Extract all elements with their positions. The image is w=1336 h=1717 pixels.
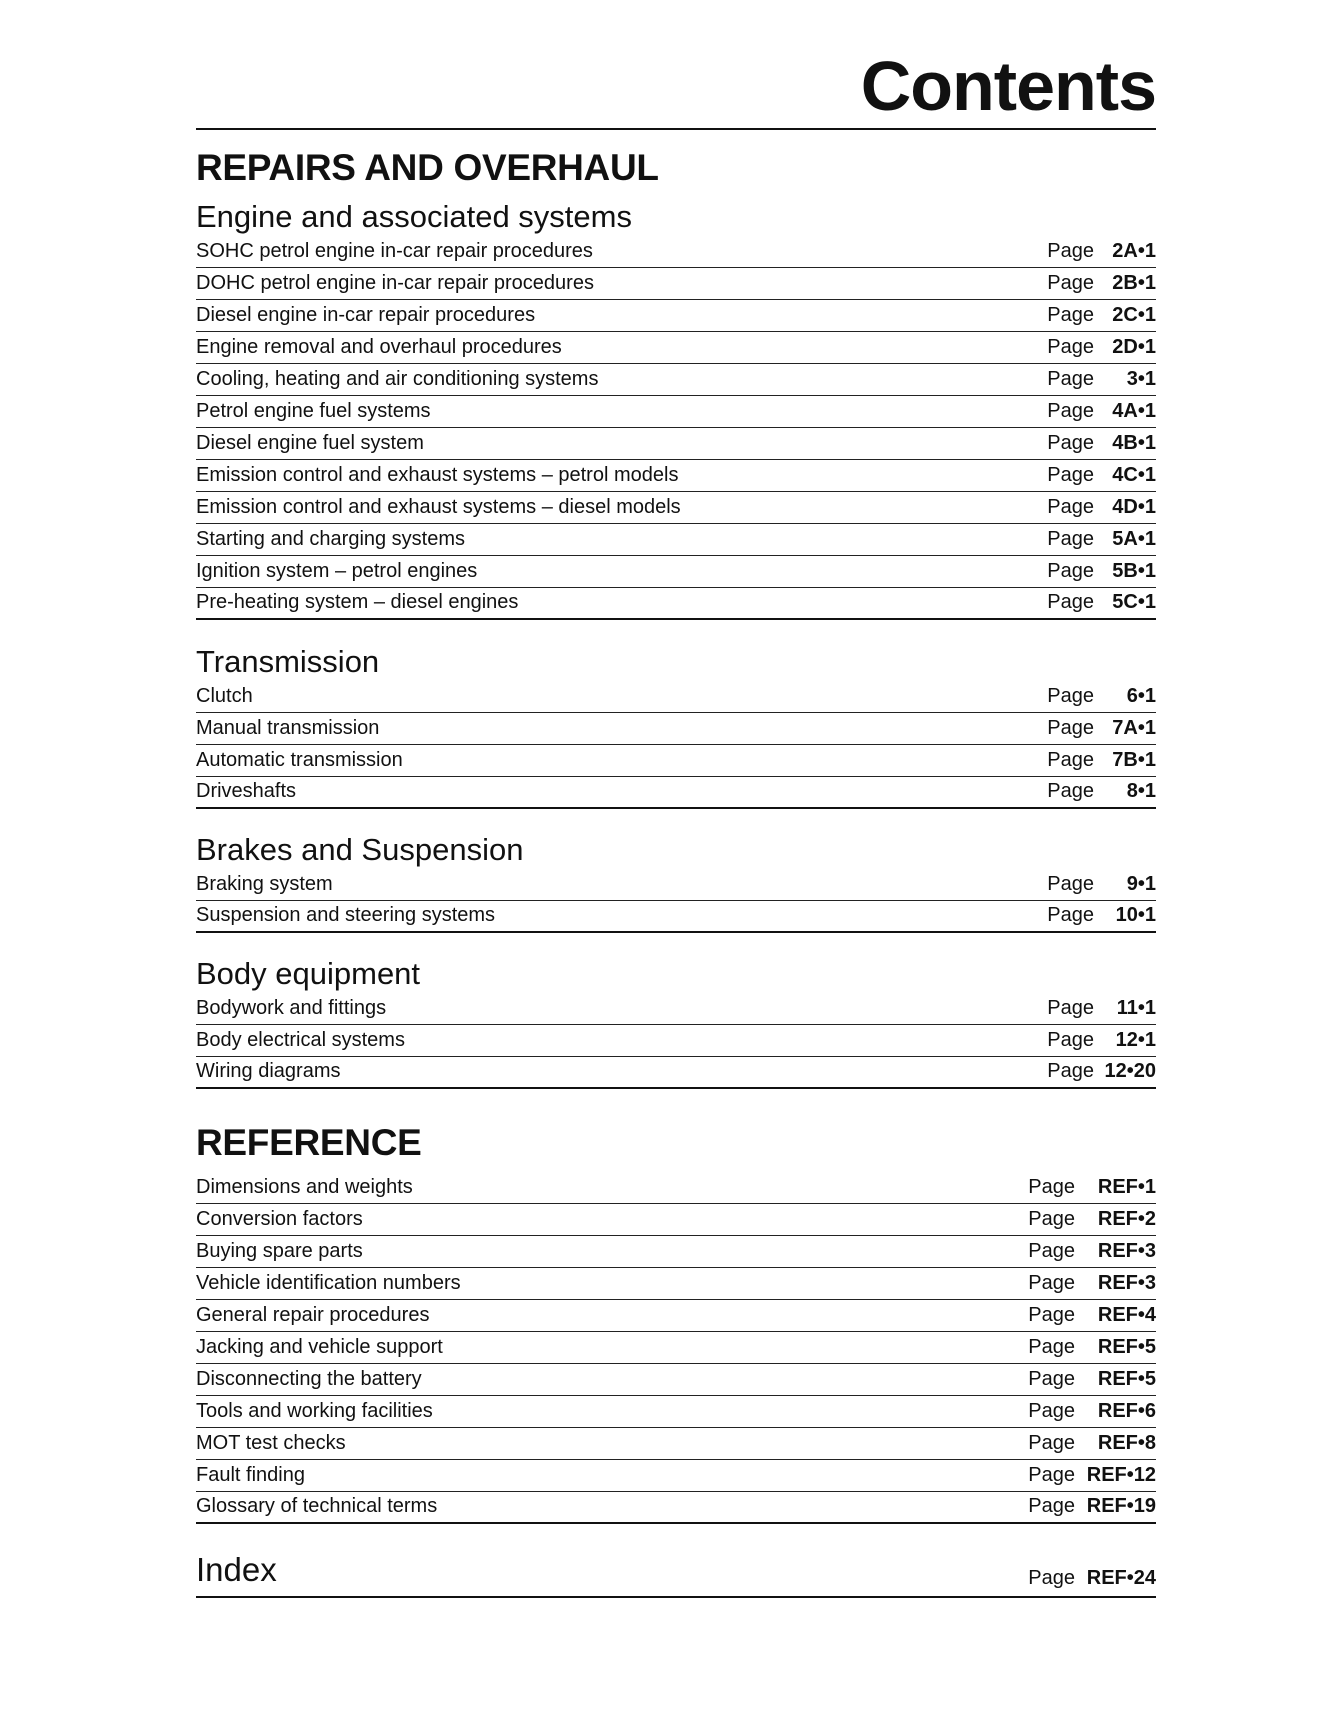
group-heading-transmission: Transmission bbox=[196, 644, 380, 679]
toc-entry-label: Glossary of technical terms bbox=[196, 1495, 438, 1517]
page-word: Page bbox=[1028, 1240, 1075, 1262]
page-word: Page bbox=[1028, 1432, 1075, 1454]
page-number: 2B•1 bbox=[1112, 272, 1156, 294]
toc-entry-label: Suspension and steering systems bbox=[196, 904, 496, 926]
toc-entry-label: Ignition system – petrol engines bbox=[196, 560, 478, 582]
toc-row[interactable] bbox=[196, 396, 1156, 428]
toc-entry-label: General repair procedures bbox=[196, 1304, 430, 1326]
page-number: 9•1 bbox=[1126, 873, 1156, 895]
toc-entry-label: Pre-heating system – diesel engines bbox=[196, 591, 519, 613]
toc-entry-label: Conversion factors bbox=[196, 1208, 363, 1230]
page-number: 2A•1 bbox=[1112, 240, 1156, 262]
page-word: Page bbox=[1047, 997, 1094, 1019]
toc-row[interactable] bbox=[196, 1492, 1156, 1524]
toc-entry-label: Automatic transmission bbox=[196, 749, 403, 771]
page-word: Page bbox=[1047, 304, 1094, 326]
page-number: 7A•1 bbox=[1112, 717, 1156, 739]
toc-entry-label: Petrol engine fuel systems bbox=[196, 400, 431, 422]
page-word: Page bbox=[1047, 904, 1094, 926]
page-word: Page bbox=[1047, 272, 1094, 294]
toc-row[interactable] bbox=[196, 1332, 1156, 1364]
toc-row[interactable] bbox=[196, 1396, 1156, 1428]
toc-row[interactable] bbox=[196, 1236, 1156, 1268]
toc-row[interactable] bbox=[196, 300, 1156, 332]
toc-entry-label: Diesel engine fuel system bbox=[196, 432, 424, 454]
toc-entry-label: Emission control and exhaust systems – petrol models bbox=[196, 464, 679, 486]
page-word: Page bbox=[1047, 528, 1094, 550]
toc-row[interactable] bbox=[196, 1428, 1156, 1460]
page-number: 12•1 bbox=[1115, 1029, 1156, 1051]
toc-row[interactable] bbox=[196, 588, 1156, 620]
page-number: 11•1 bbox=[1116, 997, 1156, 1019]
page-word: Page bbox=[1047, 873, 1094, 895]
toc-row[interactable] bbox=[196, 332, 1156, 364]
toc-row[interactable] bbox=[196, 1268, 1156, 1300]
page-number: REF•24 bbox=[1086, 1567, 1156, 1589]
toc-entry-label: Bodywork and fittings bbox=[196, 997, 387, 1019]
toc-entry-label: Cooling, heating and air conditioning systems bbox=[196, 368, 599, 390]
group-heading-body: Body equipment bbox=[196, 956, 421, 991]
toc-entry-label: Jacking and vehicle support bbox=[196, 1336, 443, 1358]
toc-list-reference bbox=[196, 1172, 1156, 1524]
contents-page bbox=[196, 0, 1156, 1717]
page-title: Contents bbox=[860, 47, 1156, 125]
page-number: 4A•1 bbox=[1112, 400, 1156, 422]
toc-row[interactable] bbox=[196, 1300, 1156, 1332]
page-word: Page bbox=[1047, 432, 1094, 454]
toc-entry-label: Driveshafts bbox=[196, 780, 297, 802]
toc-row[interactable] bbox=[196, 681, 1156, 713]
part-heading-reference: REFERENCE bbox=[196, 1122, 422, 1163]
page-word: Page bbox=[1028, 1368, 1075, 1390]
page-number: 5B•1 bbox=[1112, 560, 1156, 582]
toc-row-index[interactable] bbox=[196, 1546, 1156, 1598]
toc-entry-label: Braking system bbox=[196, 873, 333, 895]
page-number: 4C•1 bbox=[1112, 464, 1156, 486]
page-word: Page bbox=[1047, 780, 1094, 802]
page-number: 10•1 bbox=[1115, 904, 1156, 926]
toc-entry-label: Vehicle identification numbers bbox=[196, 1272, 461, 1294]
toc-row[interactable] bbox=[196, 1460, 1156, 1492]
group-heading-brakes: Brakes and Suspension bbox=[196, 832, 524, 867]
page-word: Page bbox=[1047, 717, 1094, 739]
toc-row[interactable] bbox=[196, 993, 1156, 1025]
page-number: REF•12 bbox=[1086, 1464, 1156, 1486]
toc-entry-label: Starting and charging systems bbox=[196, 528, 466, 550]
toc-entry-label: Emission control and exhaust systems – diesel models bbox=[196, 496, 681, 518]
page-word: Page bbox=[1047, 560, 1094, 582]
page-number: REF•3 bbox=[1097, 1240, 1156, 1262]
toc-row[interactable] bbox=[196, 236, 1156, 268]
page-number: REF•2 bbox=[1097, 1208, 1156, 1230]
page-word: Page bbox=[1047, 240, 1094, 262]
toc-entry-label: Disconnecting the battery bbox=[196, 1368, 422, 1390]
page-word: Page bbox=[1028, 1464, 1075, 1486]
toc-row[interactable] bbox=[196, 268, 1156, 300]
toc-row[interactable] bbox=[196, 713, 1156, 745]
page-number: 5C•1 bbox=[1112, 591, 1156, 613]
toc-row[interactable] bbox=[196, 745, 1156, 777]
page-word: Page bbox=[1028, 1495, 1075, 1517]
toc-entry-label: Engine removal and overhaul procedures bbox=[196, 336, 562, 358]
page-word: Page bbox=[1047, 496, 1094, 518]
page-word: Page bbox=[1047, 368, 1094, 390]
page-word: Page bbox=[1047, 400, 1094, 422]
toc-row[interactable] bbox=[196, 492, 1156, 524]
page-word: Page bbox=[1047, 685, 1094, 707]
page-number: REF•1 bbox=[1097, 1176, 1156, 1198]
group-heading-engine: Engine and associated systems bbox=[196, 199, 632, 234]
page-number: REF•5 bbox=[1097, 1368, 1156, 1390]
toc-entry-label: SOHC petrol engine in-car repair procedures bbox=[196, 240, 593, 262]
page-word: Page bbox=[1047, 1029, 1094, 1051]
page-number: 12•20 bbox=[1104, 1060, 1156, 1082]
toc-list-body bbox=[196, 993, 1156, 1089]
toc-row[interactable] bbox=[196, 460, 1156, 492]
index-heading: Index bbox=[196, 1551, 277, 1588]
toc-entry-label: Diesel engine in-car repair procedures bbox=[196, 304, 536, 326]
toc-row[interactable] bbox=[196, 869, 1156, 901]
toc-list-brakes bbox=[196, 869, 1156, 933]
page-number: 7B•1 bbox=[1112, 749, 1156, 771]
toc-row[interactable] bbox=[196, 1364, 1156, 1396]
page-number: REF•3 bbox=[1097, 1272, 1156, 1294]
page-number: REF•4 bbox=[1097, 1304, 1156, 1326]
page-word: Page bbox=[1028, 1304, 1075, 1326]
toc-entry-label: Buying spare parts bbox=[196, 1240, 363, 1262]
part-heading-repairs: REPAIRS AND OVERHAUL bbox=[196, 147, 659, 188]
toc-row[interactable] bbox=[196, 364, 1156, 396]
page-word: Page bbox=[1028, 1176, 1075, 1198]
toc-row[interactable] bbox=[196, 1057, 1156, 1089]
page-number: 4D•1 bbox=[1112, 496, 1156, 518]
toc-row[interactable] bbox=[196, 901, 1156, 933]
page-word: Page bbox=[1028, 1208, 1075, 1230]
page-word: Page bbox=[1047, 591, 1094, 613]
toc-entry-label: Clutch bbox=[196, 685, 253, 707]
toc-entry-label: Dimensions and weights bbox=[196, 1176, 413, 1198]
toc-row[interactable] bbox=[196, 1204, 1156, 1236]
page-number: REF•8 bbox=[1097, 1432, 1156, 1454]
toc-entry-label: Manual transmission bbox=[196, 717, 380, 739]
page-word: Page bbox=[1028, 1567, 1075, 1589]
page-word: Page bbox=[1047, 464, 1094, 486]
page-number: 5A•1 bbox=[1112, 528, 1156, 550]
page-number: 2D•1 bbox=[1112, 336, 1156, 358]
page-word: Page bbox=[1047, 336, 1094, 358]
toc-row[interactable] bbox=[196, 777, 1156, 809]
toc-row[interactable] bbox=[196, 428, 1156, 460]
toc-entry-label: DOHC petrol engine in-car repair procedures bbox=[196, 272, 594, 294]
page-word: Page bbox=[1028, 1272, 1075, 1294]
page-word: Page bbox=[1047, 1060, 1094, 1082]
page-number: REF•19 bbox=[1086, 1495, 1156, 1517]
toc-row[interactable] bbox=[196, 556, 1156, 588]
toc-entry-label: Body electrical systems bbox=[196, 1029, 405, 1051]
page-number: 2C•1 bbox=[1112, 304, 1156, 326]
page-number: 4B•1 bbox=[1112, 432, 1156, 454]
page-number: 8•1 bbox=[1126, 780, 1156, 802]
toc-list-transmission bbox=[196, 681, 1156, 809]
toc-row[interactable] bbox=[196, 524, 1156, 556]
page-number: 6•1 bbox=[1126, 685, 1156, 707]
toc-entry-label: Wiring diagrams bbox=[196, 1060, 341, 1082]
page-number: REF•5 bbox=[1097, 1336, 1156, 1358]
toc-list-engine bbox=[196, 236, 1156, 620]
page-number: REF•6 bbox=[1097, 1400, 1156, 1422]
page-word: Page bbox=[1047, 749, 1094, 771]
toc-entry-label: MOT test checks bbox=[196, 1432, 346, 1454]
toc-entry-label: Fault finding bbox=[196, 1464, 305, 1486]
page-word: Page bbox=[1028, 1400, 1075, 1422]
page-word: Page bbox=[1028, 1336, 1075, 1358]
title-divider bbox=[196, 128, 1156, 130]
toc-row[interactable] bbox=[196, 1025, 1156, 1057]
toc-row[interactable] bbox=[196, 1172, 1156, 1204]
page-number: 3•1 bbox=[1126, 368, 1156, 390]
toc-entry-label: Tools and working facilities bbox=[196, 1400, 433, 1422]
